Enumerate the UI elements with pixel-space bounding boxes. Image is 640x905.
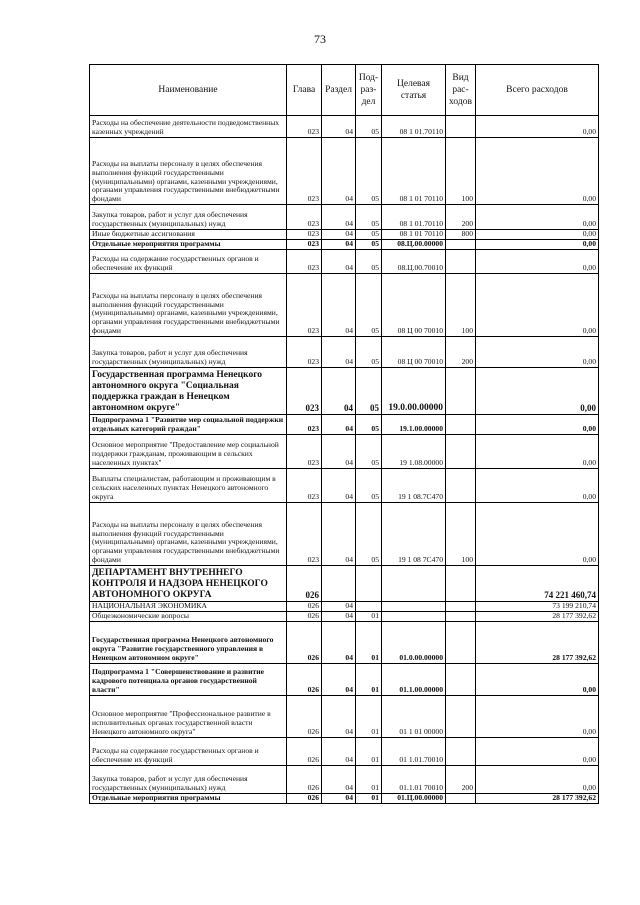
cell-total: 0,00 [476,737,599,765]
cell-type: 800 [446,230,476,240]
cell-chapter: 026 [287,737,322,765]
cell-target: 01.1.00.00000 [382,663,446,695]
cell-target: 08 Ц 00 70010 [382,273,446,336]
cell-section [322,565,356,601]
cell-target [382,601,446,611]
table-row [90,621,599,663]
cell-chapter: 026 [287,695,322,737]
cell-section: 04 [322,502,356,565]
cell-type: 200 [446,765,476,793]
cell-type [446,434,476,468]
header-row [90,65,599,116]
table-row [90,737,599,765]
cell-name: Закупка товаров, работ и услуг для обеспечения государственных (муниципальных) нужд [90,765,287,793]
cell-name: Расходы на выплаты персоналу в целях обеспечения выполнения функций государственными (муниципальными) органами, казенными учреждениями, органами управления государственными внебюджетными фондами [90,502,287,565]
cell-section: 04 [322,601,356,611]
cell-subsection: 05 [356,336,382,367]
cell-subsection: 05 [356,273,382,336]
cell-total: 0,00 [476,273,599,336]
col-header-type: Вид рас- ходов [446,65,476,116]
cell-target: 08 1 01.70110 [382,205,446,230]
cell-total: 0,00 [476,663,599,695]
cell-name: Основное мероприятие "Предоставление мер социальной поддержки гражданам, проживающим в сельских населенных пунктах" [90,434,287,468]
cell-subsection [356,601,382,611]
cell-target: 01.1.01 70010 [382,765,446,793]
cell-section: 04 [322,414,356,434]
cell-subsection: 05 [356,414,382,434]
cell-chapter: 026 [287,621,322,663]
cell-section: 04 [322,793,356,803]
cell-subsection: 01 [356,663,382,695]
cell-target: 01 1.01.70010 [382,737,446,765]
table-row [90,502,599,565]
cell-target: 19.1.00.00000 [382,414,446,434]
cell-total: 0,00 [476,502,599,565]
cell-total: 28 177 392,62 [476,793,599,803]
cell-chapter: 023 [287,434,322,468]
cell-section: 04 [322,273,356,336]
table-row [90,468,599,502]
cell-chapter: 026 [287,793,322,803]
cell-total: 0,00 [476,249,599,273]
cell-chapter: 026 [287,765,322,793]
col-header-total: Всего расходов [476,65,599,116]
cell-chapter: 023 [287,239,322,249]
cell-name: Расходы на выплаты персоналу в целях обеспечения выполнения функций государственными (муниципальными) органами, казенными учреждениями, органами управления государственными внебюджетными фондами [90,138,287,205]
cell-total: 73 199 210,74 [476,601,599,611]
cell-type [446,468,476,502]
cell-type [446,611,476,621]
cell-target: 08 Ц 00 70010 [382,336,446,367]
cell-type [446,663,476,695]
table-row [90,273,599,336]
cell-name: НАЦИОНАЛЬНАЯ ЭКОНОМИКА [90,601,287,611]
cell-section: 04 [322,737,356,765]
table-row [90,336,599,367]
cell-type: 200 [446,336,476,367]
cell-target: 19 1 08 7С470 [382,502,446,565]
cell-target: 01 1 01 00000 [382,695,446,737]
cell-type [446,565,476,601]
table-row [90,116,599,138]
cell-subsection: 05 [356,468,382,502]
cell-section: 04 [322,663,356,695]
cell-section: 04 [322,695,356,737]
cell-chapter: 026 [287,611,322,621]
cell-chapter: 023 [287,414,322,434]
cell-total: 0,00 [476,468,599,502]
col-header-section: Раздел [322,65,356,116]
cell-name: Основное мероприятие "Профессиональное развитие в исполнительных органах государственной власти Ненецкого автономного округа" [90,695,287,737]
cell-name: Подпрограмма 1 "Совершенствование и развитие кадрового потенциала органов государственной власти" [90,663,287,695]
cell-chapter: 023 [287,273,322,336]
cell-target [382,611,446,621]
cell-target: 01.Ц.00.00000 [382,793,446,803]
cell-subsection: 05 [356,116,382,138]
cell-section: 04 [322,621,356,663]
cell-total: 28 177 392,62 [476,611,599,621]
cell-target: 08.Ц.00.00000 [382,239,446,249]
table-row [90,765,599,793]
col-header-subsection: Под- раз- дел [356,65,382,116]
cell-section: 04 [322,611,356,621]
cell-chapter: 023 [287,249,322,273]
cell-subsection: 01 [356,765,382,793]
cell-type [446,737,476,765]
cell-name: Расходы на обеспечение деятельности подведомственных казенных учреждений [90,116,287,138]
cell-section: 04 [322,336,356,367]
cell-type: 200 [446,205,476,230]
cell-subsection: 05 [356,230,382,240]
cell-subsection: 01 [356,737,382,765]
table-row [90,205,599,230]
cell-type [446,793,476,803]
cell-target: 08 1 01 70110 [382,230,446,240]
cell-section: 04 [322,230,356,240]
cell-section: 04 [322,138,356,205]
cell-subsection: 01 [356,793,382,803]
table-row [90,367,599,414]
cell-name: Расходы на выплаты персоналу в целях обеспечения выполнения функций государственными (муниципальными) органами, казенными учреждениями, органами управления государственными внебюджетными фондами [90,273,287,336]
cell-target: 08 1 01.70110 [382,116,446,138]
cell-name: Государственная программа Ненецкого автономного округа "Развитие государственного управления в Ненецком автономном округе" [90,621,287,663]
cell-target [382,565,446,601]
cell-section: 04 [322,367,356,414]
cell-total: 0,00 [476,116,599,138]
cell-total: 0,00 [476,205,599,230]
cell-section: 04 [322,765,356,793]
cell-name: Закупка товаров, работ и услуг для обеспечения государственных (муниципальных) нужд [90,205,287,230]
cell-type [446,116,476,138]
cell-chapter: 023 [287,336,322,367]
cell-total: 0,00 [476,239,599,249]
cell-name: Общеэкономические вопросы [90,611,287,621]
cell-target: 08 1 01 70110 [382,138,446,205]
cell-subsection: 01 [356,695,382,737]
cell-type [446,621,476,663]
cell-target: 19.0.00.00000 [382,367,446,414]
cell-chapter: 026 [287,565,322,601]
cell-target: 01.0.00.00000 [382,621,446,663]
cell-chapter: 023 [287,138,322,205]
cell-section: 04 [322,434,356,468]
cell-total: 0,00 [476,138,599,205]
cell-subsection: 05 [356,249,382,273]
table-row [90,601,599,611]
cell-target: 19 1.08.00000 [382,434,446,468]
cell-total: 0,00 [476,230,599,240]
cell-chapter: 026 [287,663,322,695]
table-row [90,230,599,240]
cell-subsection: 01 [356,611,382,621]
cell-subsection: 05 [356,239,382,249]
cell-section: 04 [322,249,356,273]
cell-chapter: 023 [287,230,322,240]
cell-name: Иные бюджетные ассигнования [90,230,287,240]
cell-name: Расходы на содержание государственных органов и обеспечение их функций [90,249,287,273]
table-body [90,116,599,804]
table-row [90,414,599,434]
cell-total: 0,00 [476,367,599,414]
cell-name: ДЕПАРТАМЕНТ ВНУТРЕННЕГО КОНТРОЛЯ И НАДЗОРА НЕНЕЦКОГО АВТОНОМНОГО ОКРУГА [90,565,287,601]
cell-target: 19 1 08.7С470 [382,468,446,502]
table-row [90,249,599,273]
cell-subsection: 05 [356,205,382,230]
cell-type: 100 [446,138,476,205]
table-row [90,611,599,621]
cell-type [446,695,476,737]
cell-name: Подпрограмма 1 "Развитие мер социальной поддержки отдельных категорий граждан" [90,414,287,434]
cell-subsection: 05 [356,367,382,414]
col-header-target: Целевая статья [382,65,446,116]
cell-type: 100 [446,273,476,336]
expenditure-table [89,64,599,804]
table-row [90,793,599,803]
cell-subsection: 01 [356,621,382,663]
cell-type [446,249,476,273]
cell-name: Государственная программа Ненецкого автономного округа "Социальная поддержка граждан в Ненецком автономном округе" [90,367,287,414]
cell-target: 08.Ц.00.70010 [382,249,446,273]
col-header-chapter: Глава [287,65,322,116]
page-number: 73 [314,32,326,46]
cell-name: Закупка товаров, работ и услуг для обеспечения государственных (муниципальных) нужд [90,336,287,367]
cell-chapter: 023 [287,468,322,502]
cell-chapter: 026 [287,601,322,611]
cell-name: Расходы на содержание государственных органов и обеспечение их функций [90,737,287,765]
table-row [90,695,599,737]
cell-type [446,239,476,249]
cell-name: Отдельные мероприятия программы [90,239,287,249]
cell-total: 0,00 [476,695,599,737]
cell-type: 100 [446,502,476,565]
cell-type [446,601,476,611]
cell-chapter: 023 [287,205,322,230]
cell-name: Отдельные мероприятия программы [90,793,287,803]
cell-section: 04 [322,116,356,138]
table-row [90,434,599,468]
cell-chapter: 023 [287,367,322,414]
cell-chapter: 023 [287,502,322,565]
cell-subsection: 05 [356,434,382,468]
cell-type [446,414,476,434]
table-row [90,239,599,249]
table-row [90,565,599,601]
col-header-name: Наименование [90,65,287,116]
cell-type [446,367,476,414]
cell-total: 0,00 [476,434,599,468]
cell-subsection [356,565,382,601]
cell-section: 04 [322,468,356,502]
table-row [90,663,599,695]
cell-section: 04 [322,239,356,249]
table-row [90,138,599,205]
cell-section: 04 [322,205,356,230]
cell-name: Выплаты специалистам, работающим и проживающим в сельских населенных пунктах Ненецкого автономного округа [90,468,287,502]
cell-chapter: 023 [287,116,322,138]
cell-total: 0,00 [476,765,599,793]
cell-total: 28 177 392,62 [476,621,599,663]
cell-subsection: 05 [356,502,382,565]
cell-total: 0,00 [476,414,599,434]
cell-subsection: 05 [356,138,382,205]
cell-total: 0,00 [476,336,599,367]
cell-total: 74 221 460,74 [476,565,599,601]
